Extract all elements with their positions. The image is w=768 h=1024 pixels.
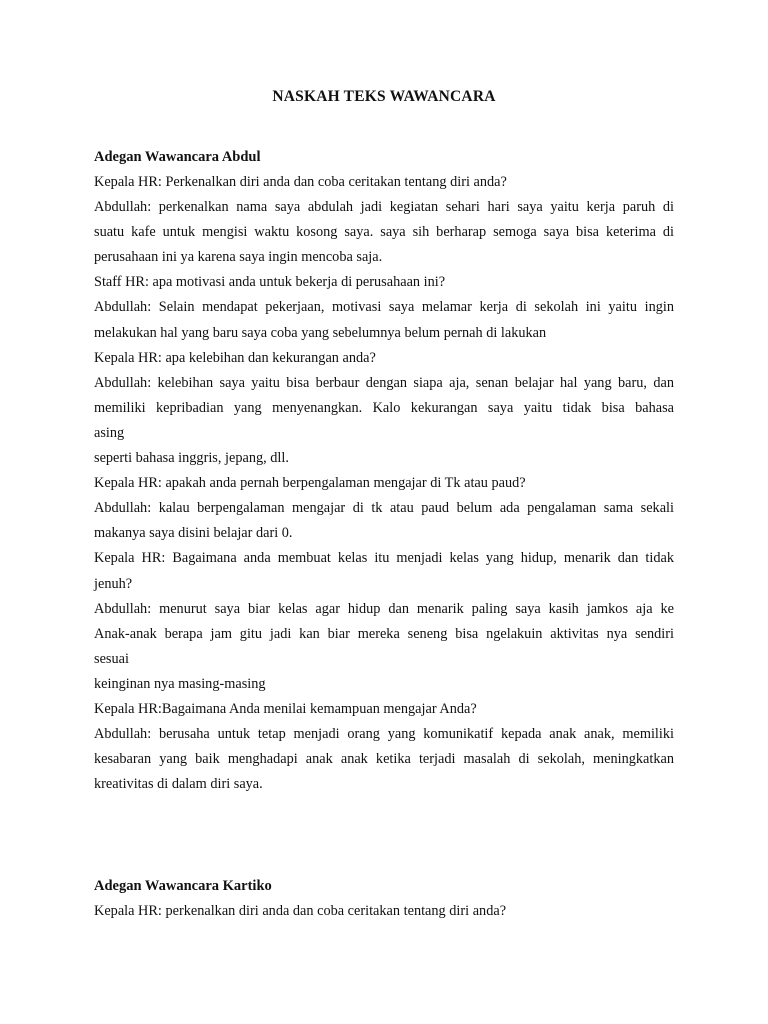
paragraph-line: Kepala HR: Bagaimana anda membuat kelas itu menjadi kelas yang hidup, menarik dan tidak [94, 550, 674, 567]
paragraph-line: Abdullah: kalau berpengalaman mengajar di tk atau paud belum ada pengalaman sama sekali [94, 500, 674, 517]
paragraph-line: Anak-anak berapa jam gitu jadi kan biar mereka seneng bisa ngelakuin aktivitas nya sendiri [94, 625, 674, 642]
paragraph-line: Kepala HR: apakah anda pernah berpengalaman mengajar di Tk atau paud? [94, 475, 526, 492]
paragraph-line: memiliki kepribadian yang menyenangkan. Kalo kekurangan saya yaitu tidak bisa bahasa [94, 399, 674, 416]
paragraph-line: keinginan nya masing-masing [94, 675, 266, 692]
paragraph-line: suatu kafe untuk mengisi waktu kosong saya. saya sih berharap semoga saya bisa keterima di [94, 224, 674, 241]
paragraph-line: Staff HR: apa motivasi anda untuk bekerja di perusahaan ini? [94, 274, 446, 291]
document-title: NASKAH TEKS WAWANCARA [272, 88, 496, 105]
paragraph-line: Abdullah: berusaha untuk tetap menjadi orang yang komunikatif kepada anak anak, memiliki [94, 726, 674, 743]
paragraph-line: makanya saya disini belajar dari 0. [94, 525, 293, 542]
paragraph-line: jenuh? [94, 575, 133, 592]
paragraph-line: Abdullah: kelebihan saya yaitu bisa berbaur dengan siapa aja, senan belajar hal yang baru, dan [94, 374, 674, 391]
paragraph-line: Kepala HR: apa kelebihan dan kekurangan anda? [94, 349, 376, 366]
section-heading: Adegan Wawancara Abdul [94, 149, 261, 165]
paragraph-line: asing [94, 424, 125, 441]
paragraph-line: Abdullah: Selain mendapat pekerjaan, motivasi saya melamar kerja di sekolah ini yaitu ingin [94, 299, 674, 316]
paragraph-line: Abdullah: perkenalkan nama saya abdulah jadi kegiatan sehari hari saya yaitu kerja paruh di [94, 199, 674, 216]
paragraph-line: seperti bahasa inggris, jepang, dll. [94, 450, 289, 467]
paragraph-line: perusahaan ini ya karena saya ingin mencoba saja. [94, 249, 383, 266]
paragraph-line: Kepala HR: Perkenalkan diri anda dan coba ceritakan tentang diri anda? [94, 174, 507, 190]
paragraph-line: kesabaran yang baik menghadapi anak anak ketika terjadi masalah di sekolah, meningkatkan [94, 751, 674, 768]
paragraph-line: Kepala HR: perkenalkan diri anda dan coba ceritakan tentang diri anda? [94, 903, 507, 919]
paragraph-line: melakukan hal yang baru saya coba yang sebelumnya belum pernah di lakukan [94, 324, 547, 341]
section-heading: Adegan Wawancara Kartiko [94, 878, 272, 894]
paragraph-line: sesuai [94, 650, 129, 667]
paragraph-line: Abdullah: menurut saya biar kelas agar hidup dan menarik paling saya kasih jamkos aja ke [94, 600, 674, 617]
section-interview-abdul [94, 147, 674, 799]
paragraph-line: Kepala HR:Bagaimana Anda menilai kemampuan mengajar Anda? [94, 700, 477, 717]
paragraph-line: kreativitas di dalam diri saya. [94, 776, 263, 793]
section-interview-kartiko [94, 876, 674, 926]
